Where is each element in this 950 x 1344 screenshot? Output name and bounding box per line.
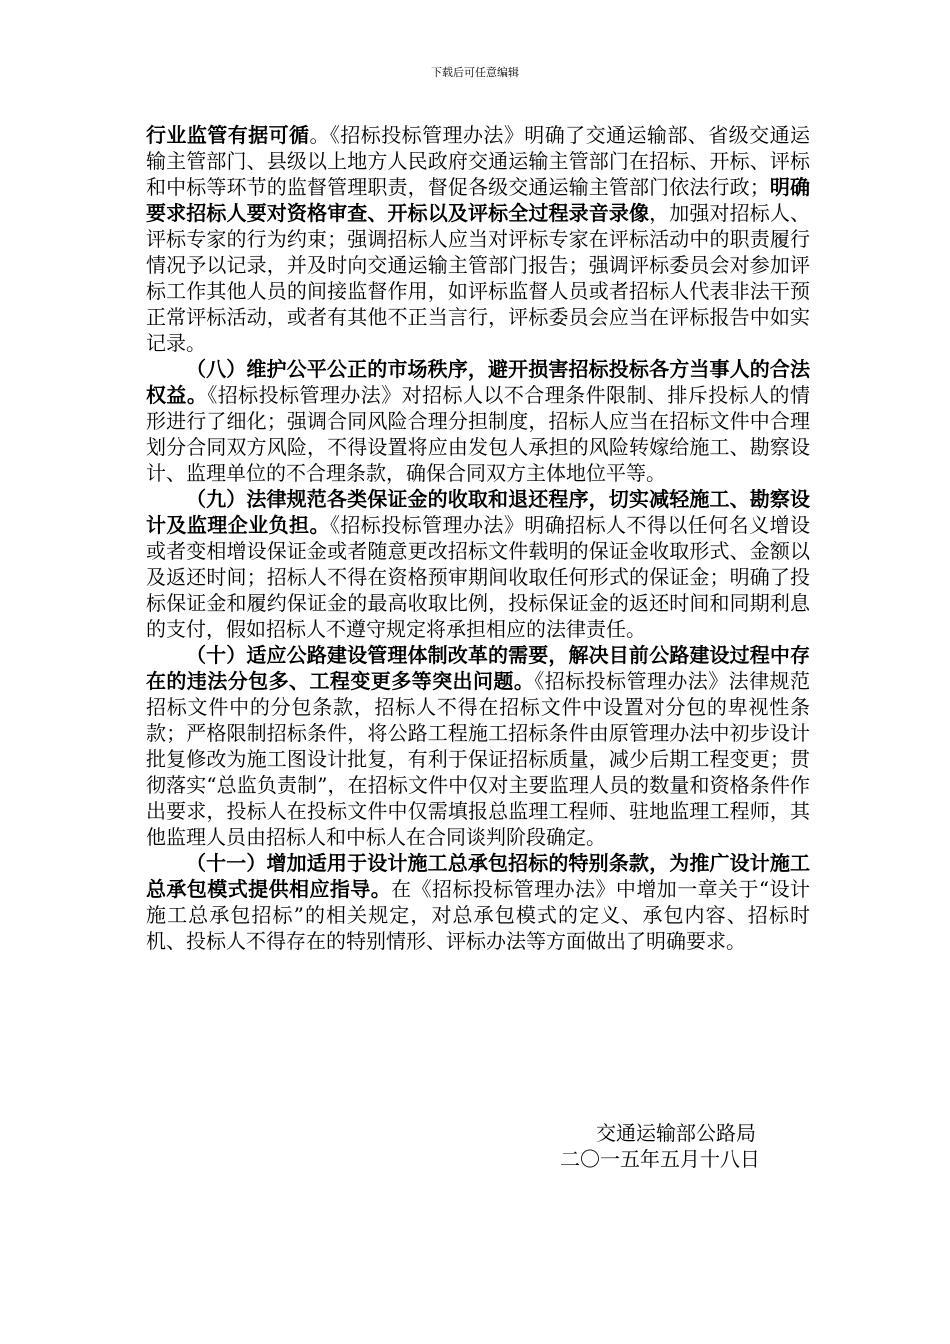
paragraph-11 <box>146 850 810 954</box>
paragraph-1-text-2: ，加强对招标人、评标专家的行为约束；强调招标人应当对评标专家在评标活动中的职责履行情况予以记录，并及时向交通运输主管部门报告；强调评标委员会对参加评标工作其他人员的间接监督作用，如评标监督人员或者招标人代表非法干预正常评标活动，或者有其他不正当言行，评标委员会应当在评标报告中如实记录。 <box>146 201 810 355</box>
paragraph-1 <box>146 122 810 356</box>
paragraph-1-bold-1: 行业监管有据可循 <box>146 123 310 147</box>
document-body <box>146 122 810 954</box>
paragraph-10-text: 《招标投标管理办法》法律规范招标文件中的分包条款，招标人不得在招标文件中设置对分包的卑视性条款；严格限制招标条件，将公路工程施工招标条件由原管理办法中初步设计批复修改为施工图设计批复，有利于保证招标质量，减少后期工程变更；贯彻落实“总监负责制”，在招标文件中仅对主要监理人员的数量和资格条件作出要求，投标人在投标文件中仅需填报总监理工程师、驻地监理工程师，其他监理人员由招标人和中标人在合同谈判阶段确定。 <box>146 669 810 849</box>
paragraph-10 <box>146 642 810 850</box>
header-note: 下载后可任意编辑 <box>431 66 519 79</box>
paragraph-9 <box>146 486 810 642</box>
paragraph-1-bold-2: 明确要求招标人要对资格审查、开标以及评标全过程录音录像 <box>146 175 810 225</box>
paragraph-8 <box>146 356 810 486</box>
paragraph-9-heading: （九）法律规范各类保证金的收取和退还程序，切实减轻施工、勘察设计及监理企业负担。 <box>146 487 810 537</box>
paragraph-8-heading: （八）维护公平公正的市场秩序，避开损害招标投标各方当事人的合法权益。 <box>146 357 810 407</box>
paragraph-11-heading: （十一）增加适用于设计施工总承包招标的特别条款，为推广设计施工总承包模式提供相应指导。 <box>146 851 810 901</box>
paragraph-8-text: 《招标投标管理办法》对招标人以不合理条件限制、排斥投标人的情形进行了细化；强调合同风险合理分担制度，招标人应当在招标文件中合理划分合同双方风险，不得设置将应由发包人承担的风险转嫁给施工、勘察设计、监理单位的不合理条款，确保合同双方主体地位平等。 <box>146 383 810 485</box>
paragraph-11-text: 在《招标投标管理办法》中增加一章关于“设计施工总承包招标”的相关规定，对总承包模式的定义、承包内容、招标时机、投标人不得存在的特别情形、评标办法等方面做出了明确要求。 <box>146 877 810 953</box>
paragraph-10-heading: （十）适应公路建设管理体制改革的需要，解决目前公路建设过程中存在的违法分包多、工程变更多等突出问题。 <box>146 643 810 693</box>
paragraph-1-text-1: 。《招标投标管理办法》明确了交通运输部、省级交通运输主管部门、县级以上地方人民政府交通运输主管部门在招标、开标、评标和中标等环节的监督管理职责，督促各级交通运输主管部门依法行政； <box>146 123 810 199</box>
signature-organization: 交通运输部公路局 <box>596 1121 756 1145</box>
paragraph-9-text: 《招标投标管理办法》明确招标人不得以任何名义增设或者变相增设保证金或者随意更改招标文件载明的保证金收取形式、金额以及返还时间；招标人不得在资格预审期间收取任何形式的保证金；明确了投标保证金和履约保证金的最高收取比例，投标保证金的返还时间和同期利息的支付，假如招标人不遵守规定将承担相应的法律责任。 <box>146 513 810 641</box>
signature-date: 二〇一五年五月十八日 <box>560 1147 760 1171</box>
